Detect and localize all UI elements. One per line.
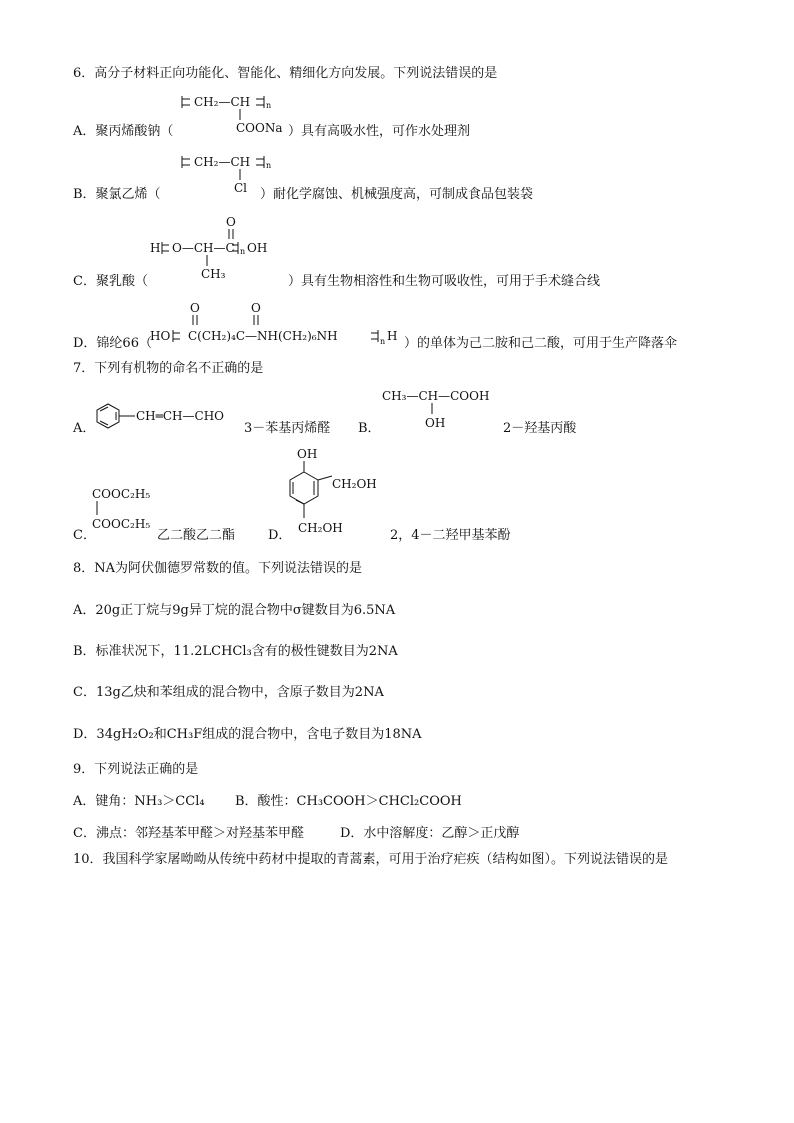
q7-c-struct-bottom: COOC₂H₅: [92, 517, 151, 531]
q6-a-struct-main: CH₂—CH: [194, 95, 251, 109]
q7-d-structure: [280, 446, 390, 542]
q6-b-struct-n: n: [266, 161, 272, 170]
q9-c: C．沸点：邻羟基苯甲醛＞对羟基苯甲醛: [73, 826, 304, 841]
q8-a: A．20g正丁烷与9g异丁烷的混合物中σ键数目为6.5NA: [73, 603, 396, 618]
q7-c-label: C．: [73, 528, 96, 543]
q6-d-struct-o1: O: [190, 301, 200, 315]
q6-c-post: ）具有生物相溶性和生物可吸收性，可用于手术缝合线: [288, 274, 601, 289]
q6-a-structure: [178, 92, 288, 138]
q6-c-struct-sub: CH₃: [201, 267, 226, 281]
q6-d-pre: D．锦纶66（: [73, 336, 152, 351]
q9-d: D．水中溶解度：乙醇＞正戊醇: [340, 826, 520, 841]
q6-b-pre: B．聚氯乙烯（: [73, 187, 161, 202]
q9-a: A．键角：NH₃＞CCl₄: [73, 794, 205, 809]
q6-c-struct-left: H: [150, 241, 161, 255]
q6-c-struct-o: O: [226, 215, 236, 229]
q6-d-post: ）的单体为己二胺和己二酸，可用于生产降落伞: [404, 336, 678, 351]
q6-b-struct-main: CH₂—CH: [194, 155, 251, 169]
q7-d-label: D．: [268, 528, 292, 543]
q7-d-struct-r1: CH₂OH: [332, 477, 377, 491]
q6-c-pre: C．聚乳酸（: [73, 274, 148, 289]
q9-b: B．酸性：CH₃COOH＞CHCl₂COOH: [235, 794, 462, 809]
q8-b: B．标准状况下，11.2LCHCl₃含有的极性键数目为2NA: [73, 644, 398, 659]
q7-b-struct-sub: OH: [425, 416, 446, 430]
q9-stem: 9．下列说法正确的是: [73, 762, 199, 777]
q6-d-struct-part1: C(CH₂)₄C—NH(CH₂)₆NH: [188, 329, 338, 343]
q7-b-label: B．: [358, 421, 381, 436]
q10-stem: 10．我国科学家屠呦呦从传统中药材中提取的青蒿素，可用于治疗疟疾（结构如图）。下列说法错误的是: [73, 852, 669, 867]
q8-c: C．13g乙炔和苯组成的混合物中，含原子数目为2NA: [73, 685, 384, 700]
q7-d-struct-oh: OH: [297, 447, 318, 461]
q7-d-struct-r2: CH₂OH: [298, 521, 343, 535]
q7-a-name: 3－苯基丙烯醛: [244, 421, 331, 436]
q6-c-struct-n: n: [240, 247, 246, 256]
q6-a-struct-sub: COONa: [236, 121, 283, 135]
q6-d-struct-n: n: [380, 337, 386, 346]
q6-c-struct-main: O—CH—C: [172, 241, 235, 255]
q7-c-name: 乙二酸乙二酯: [157, 528, 236, 543]
q7-b-structure: [382, 384, 512, 436]
q7-c-struct-top: COOC₂H₅: [92, 487, 151, 501]
q7-a-structure: [92, 400, 252, 434]
q7-stem: 7．下列有机物的命名不正确的是: [73, 361, 264, 376]
q6-a-post: ）具有高吸水性，可作水处理剂: [288, 124, 471, 139]
q6-a-pre: A．聚丙烯酸钠（: [73, 124, 174, 139]
q6-d-struct-ho: HO: [150, 329, 171, 343]
q7-a-label: A．: [73, 421, 96, 436]
q6-d-struct-right: H: [387, 329, 398, 343]
q6-stem: 6．高分子材料正向功能化、智能化、精细化方向发展。下列说法错误的是: [73, 66, 498, 81]
q6-b-post: ）耐化学腐蚀、机械强度高，可制成食品包装袋: [260, 187, 534, 202]
q7-b-name: 2－羟基丙酸: [503, 421, 577, 436]
q6-b-struct-sub: Cl: [234, 181, 248, 195]
q6-c-structure: [148, 212, 298, 286]
q7-a-struct-text: CH═CH—CHO: [136, 409, 225, 423]
q6-c-struct-right: OH: [247, 241, 268, 255]
q6-a-struct-n: n: [266, 101, 272, 110]
q7-b-struct-main: CH₃—CH—COOH: [382, 389, 490, 403]
q6-d-struct-o2: O: [251, 301, 261, 315]
q7-d-name: 2，4－二羟甲基苯酚: [390, 528, 511, 543]
q8-stem: 8．NA为阿伏伽德罗常数的值。下列说法错误的是: [73, 561, 363, 576]
q6-d-structure: [150, 298, 405, 352]
q8-d: D．34gH₂O₂和CH₃F组成的混合物中，含电子数目为18NA: [73, 727, 422, 742]
